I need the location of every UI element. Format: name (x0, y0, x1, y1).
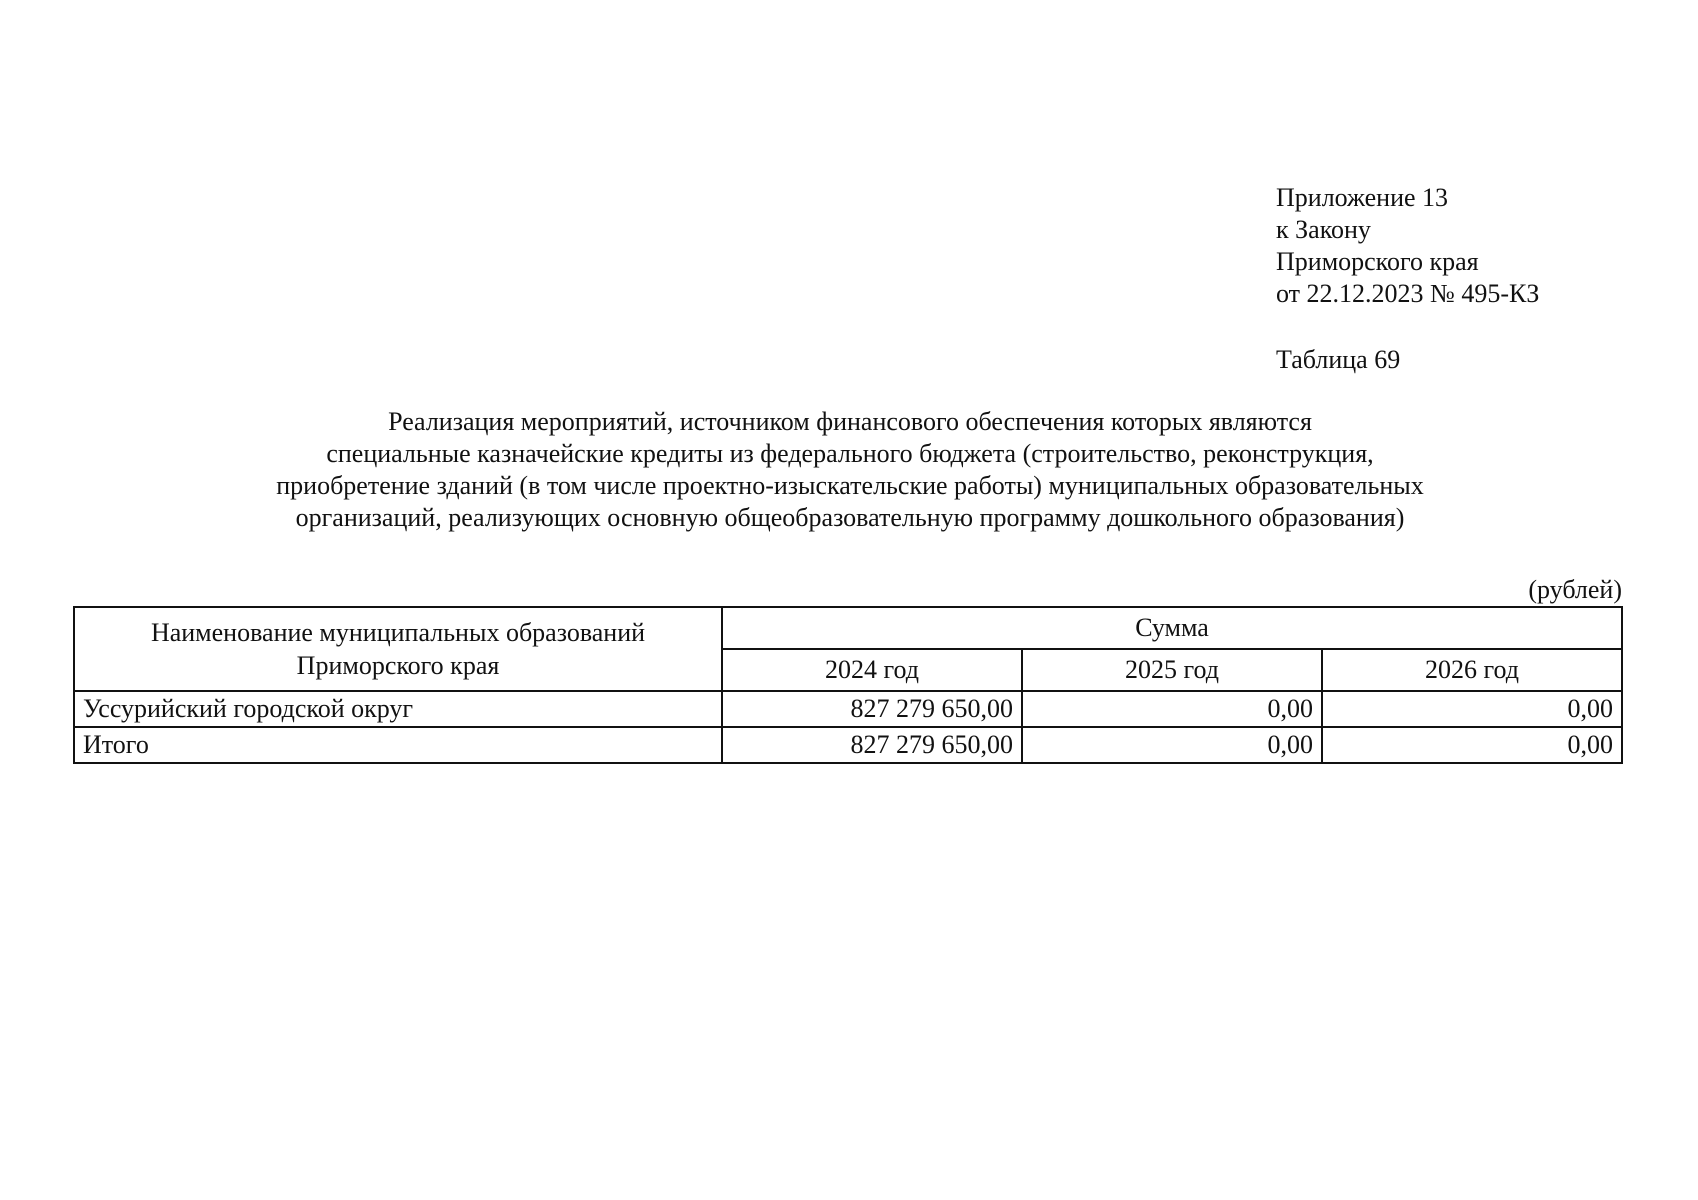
title-line: приобретение зданий (в том числе проектно-изыскательские работы) муниципальных образовательных (276, 471, 1424, 500)
appendix-line: Приморского края (1276, 247, 1479, 276)
total-amount-cell: 827 279 650,00 (722, 727, 1022, 763)
table-total-row (74, 727, 1622, 763)
header-year-cell: 2024 год (722, 649, 1022, 691)
table-number: Таблица 69 (1276, 345, 1401, 374)
header-name-line: Наименование муниципальных образований (150, 618, 646, 647)
municipality-name-cell: Уссурийский городской округ (74, 691, 722, 727)
funding-table (73, 606, 1623, 764)
header-name-cell (74, 607, 722, 691)
appendix-header (1276, 182, 1539, 310)
amount-cell: 0,00 (1022, 691, 1322, 727)
title-line: организаций, реализующих основную общеобразовательную программу дошкольного образования) (295, 503, 1405, 532)
total-label-cell: Итого (74, 727, 722, 763)
amount-cell: 827 279 650,00 (722, 691, 1022, 727)
appendix-line: к Закону (1276, 215, 1371, 244)
total-amount-cell: 0,00 (1322, 727, 1622, 763)
title-line: Реализация мероприятий, источником финансового обеспечения которых являются (388, 407, 1312, 436)
amount-cell: 0,00 (1322, 691, 1622, 727)
table-row (74, 691, 1622, 727)
total-amount-cell: 0,00 (1022, 727, 1322, 763)
appendix-line: Приложение 13 (1276, 183, 1449, 212)
header-name-line: Приморского края (296, 651, 500, 680)
header-year-cell: 2025 год (1022, 649, 1322, 691)
title-line: специальные казначейские кредиты из федерального бюджета (строительство, реконструкция, (326, 439, 1374, 468)
document-title (150, 406, 1550, 534)
units-label: (рублей) (1528, 575, 1622, 604)
table-header-row (74, 607, 1622, 649)
appendix-line: от 22.12.2023 № 495-КЗ (1276, 279, 1540, 308)
header-sum-cell: Сумма (722, 607, 1622, 649)
header-year-cell: 2026 год (1322, 649, 1622, 691)
